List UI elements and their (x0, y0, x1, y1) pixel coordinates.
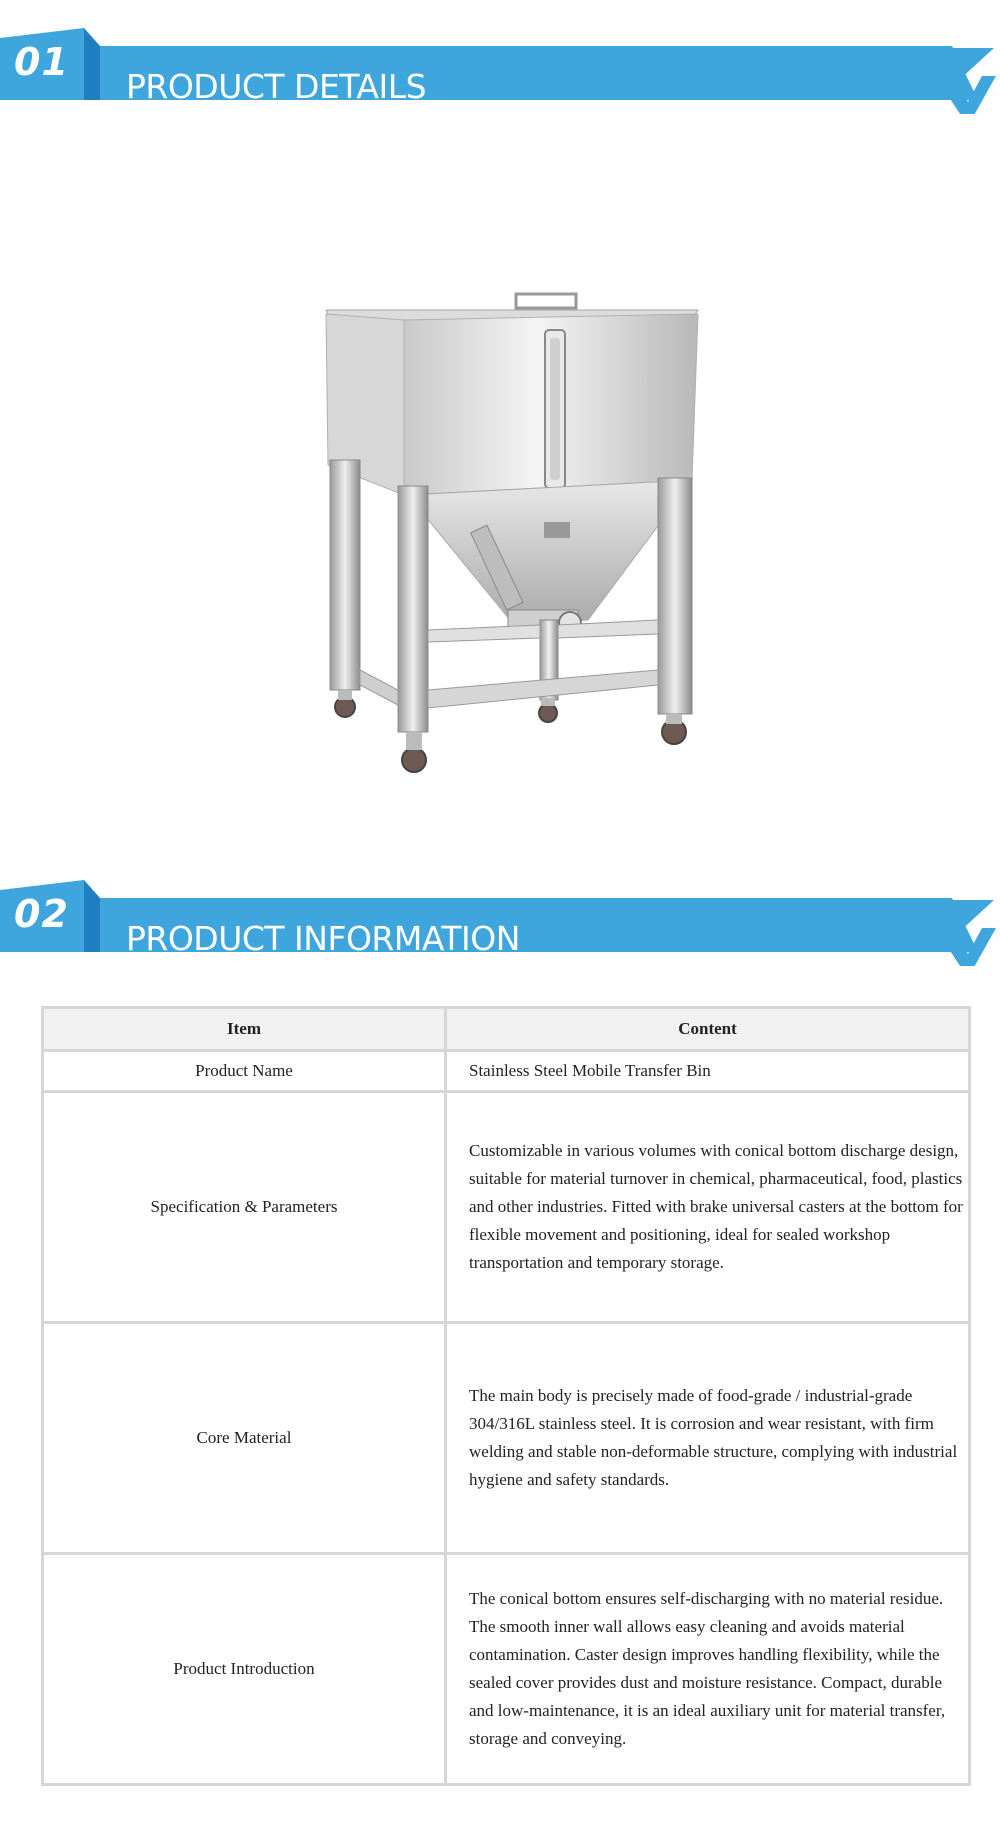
header-content: Content (446, 1008, 970, 1051)
row-item: Specification & Parameters (43, 1092, 446, 1323)
row-content: Stainless Steel Mobile Transfer Bin (446, 1051, 970, 1092)
row-content: Customizable in various volumes with conical bottom discharge design, suitable for material turnover in chemical, pharmaceutical, food, plastics and other industries. Fitted with brake universal casters at the bottom for flexible movement and positioning, ideal for sealed workshop transportation and temporary storage. (446, 1092, 970, 1323)
section-title: PRODUCT INFORMATION (126, 919, 520, 958)
product-info-table (41, 1006, 971, 1786)
row-item: Core Material (43, 1323, 446, 1554)
table-header-row (43, 1008, 970, 1051)
section-number: 01 (14, 40, 69, 84)
transfer-bin-photo (318, 290, 718, 800)
section-banner-information (0, 876, 1000, 966)
section-title: PRODUCT DETAILS (126, 67, 427, 106)
row-item: Product Name (43, 1051, 446, 1092)
table-row (43, 1051, 970, 1092)
section-banner-details (0, 24, 1000, 114)
table-row (43, 1092, 970, 1323)
row-content: The conical bottom ensures self-discharging with no material residue. The smooth inner wall allows easy cleaning and avoids material contamination. Caster design improves handling flexibility, while the sealed cover provides dust and moisture resistance. Compact, durable and low-maintenance, it is an ideal auxiliary unit for material transfer, storage and conveying. (446, 1554, 970, 1785)
header-item: Item (43, 1008, 446, 1051)
row-content: The main body is precisely made of food-grade / industrial-grade 304/316L stainless steel. It is corrosion and wear resistant, with firm welding and stable non-deformable structure, complying with industrial hygiene and safety standards. (446, 1323, 970, 1554)
section-number: 02 (14, 892, 69, 936)
table-row (43, 1323, 970, 1554)
row-item: Product Introduction (43, 1554, 446, 1785)
table-row (43, 1554, 970, 1785)
